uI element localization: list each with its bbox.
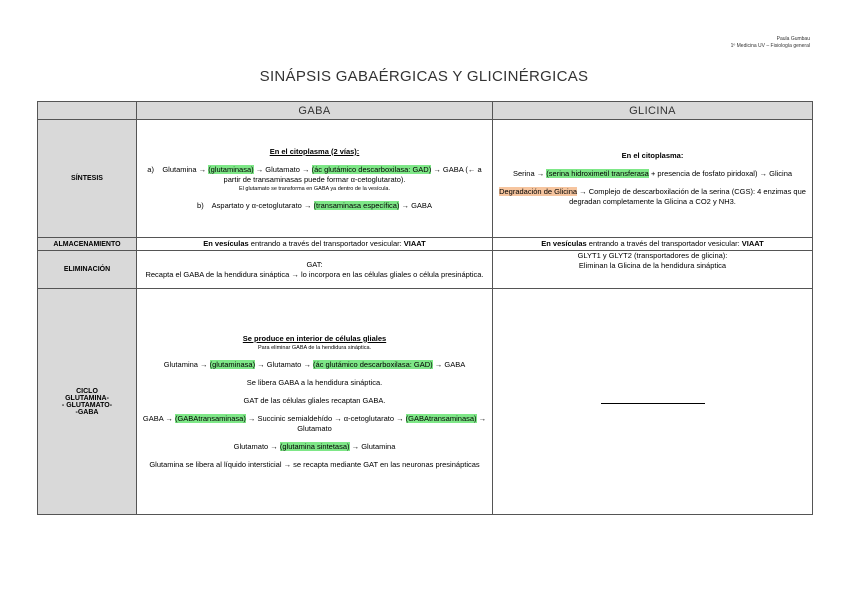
sintesis-gaba-note: El glutamato se transforma en GABA ya dentro de la vesícula. [238, 185, 391, 192]
author-course: 1º Medicina UV – Fisiología general [730, 43, 810, 49]
ciclo-step-2: Se libera GABA a la hendidura sináptica. [246, 377, 383, 387]
row-label-sintesis: SÍNTESIS [38, 120, 137, 238]
sintesis-glicina-degradacion: Degradación de Glicina → Complejo de descarboxilación de la serina (CGS): 4 enzimas que degradan completamente la Glicina a CO2 y NH3. [499, 186, 806, 206]
sintesis-gaba-cell [137, 120, 493, 238]
sintesis-glicina-line: Serina → (serina hidroximetil transferasa + presencia de fosfato piridoxal) → Glicina [512, 168, 793, 178]
sintesis-glicina-heading: En el citoplasma: [621, 150, 684, 160]
ciclo-step-4: GABA → (GABAtransaminasa) → Succinic semialdehído → α-cetoglutarato → (GABAtransaminasa) → Glutamato [142, 413, 487, 433]
header-glicina: GLICINA [493, 102, 813, 120]
ciclo-heading: Se produce en interior de células gliales [242, 333, 387, 343]
sintesis-gaba-heading: En el citoplasma (2 vías): [269, 146, 360, 156]
ciclo-glicina-cell [493, 289, 813, 515]
almacenamiento-glicina-cell: En vesículas entrando a través del transportador vesicular: VIAAT [493, 238, 813, 251]
eliminacion-gaba-cell: GAT: Recapta el GABA de la hendidura sináptica → lo incorpora en las células gliales o célula presináptica. [137, 251, 493, 289]
enzyme-gad: (ác glutámico descarboxilasa: GAD) [311, 164, 432, 174]
sintesis-glicina-cell [493, 120, 813, 238]
ciclo-subheading: Para eliminar GABA de la hendidura sináptica. [257, 344, 372, 351]
enzyme-serina-hmt: (serina hidroximetil transferasa [546, 168, 649, 178]
row-sintesis [38, 120, 813, 238]
degradacion-label: Degradación de Glicina [499, 186, 578, 196]
enzyme-transaminasa: (transaminasa específica) [313, 200, 400, 210]
ciclo-step-6: Glutamina se libera al líquido intersticial → se recapta mediante GAT en las neuronas presinápticas [149, 459, 480, 469]
header-empty [38, 102, 137, 120]
ciclo-step-5: Glutamato → (glutamina sintetasa) → Glutamina [233, 441, 396, 451]
row-label-almacenamiento: ALMACENAMIENTO [38, 238, 137, 251]
ciclo-step-1: Glutamina → (glutaminasa) → Glutamato → (ác glutámico descarboxilasa: GAD) → GABA [163, 359, 466, 369]
author-info [731, 36, 810, 50]
row-label-ciclo: CICLO GLUTAMINA- - GLUTAMATO- -GABA [38, 289, 137, 515]
content-table [37, 101, 813, 515]
eliminacion-glicina-cell: GLYT1 y GLYT2 (transportadores de glicina): Eliminan la Glicina de la hendidura sináptica [493, 251, 813, 289]
sintesis-gaba-route-b: b) Aspartato y α-cetoglutarato → (transaminasa específica) → GABA [197, 200, 432, 210]
header-gaba: GABA [137, 102, 493, 120]
row-label-eliminacion: ELIMINACIÓN [38, 251, 137, 289]
row-almacenamiento [38, 238, 813, 251]
row-eliminacion [38, 251, 813, 289]
empty-line [601, 403, 705, 404]
sintesis-gaba-route-a: a) Glutamina → (glutaminasa) → Glutamato → (ác glutámico descarboxilasa: GAD) → GABA (← a partir de transaminasas puede formar α-cetoglutarato). [147, 164, 482, 184]
author-name: Paula Gumbau [776, 36, 810, 42]
row-ciclo [38, 289, 813, 515]
header-row [38, 102, 813, 120]
enzyme-glutaminasa: (glutaminasa) [208, 164, 254, 174]
almacenamiento-gaba-cell: En vesículas entrando a través del transportador vesicular: VIAAT [137, 238, 493, 251]
page-title: SINÁPSIS GABAÉRGICAS Y GLICINÉRGICAS [259, 68, 589, 85]
ciclo-gaba-cell [137, 289, 493, 515]
ciclo-step-3: GAT de las células gliales recaptan GABA. [243, 395, 386, 405]
